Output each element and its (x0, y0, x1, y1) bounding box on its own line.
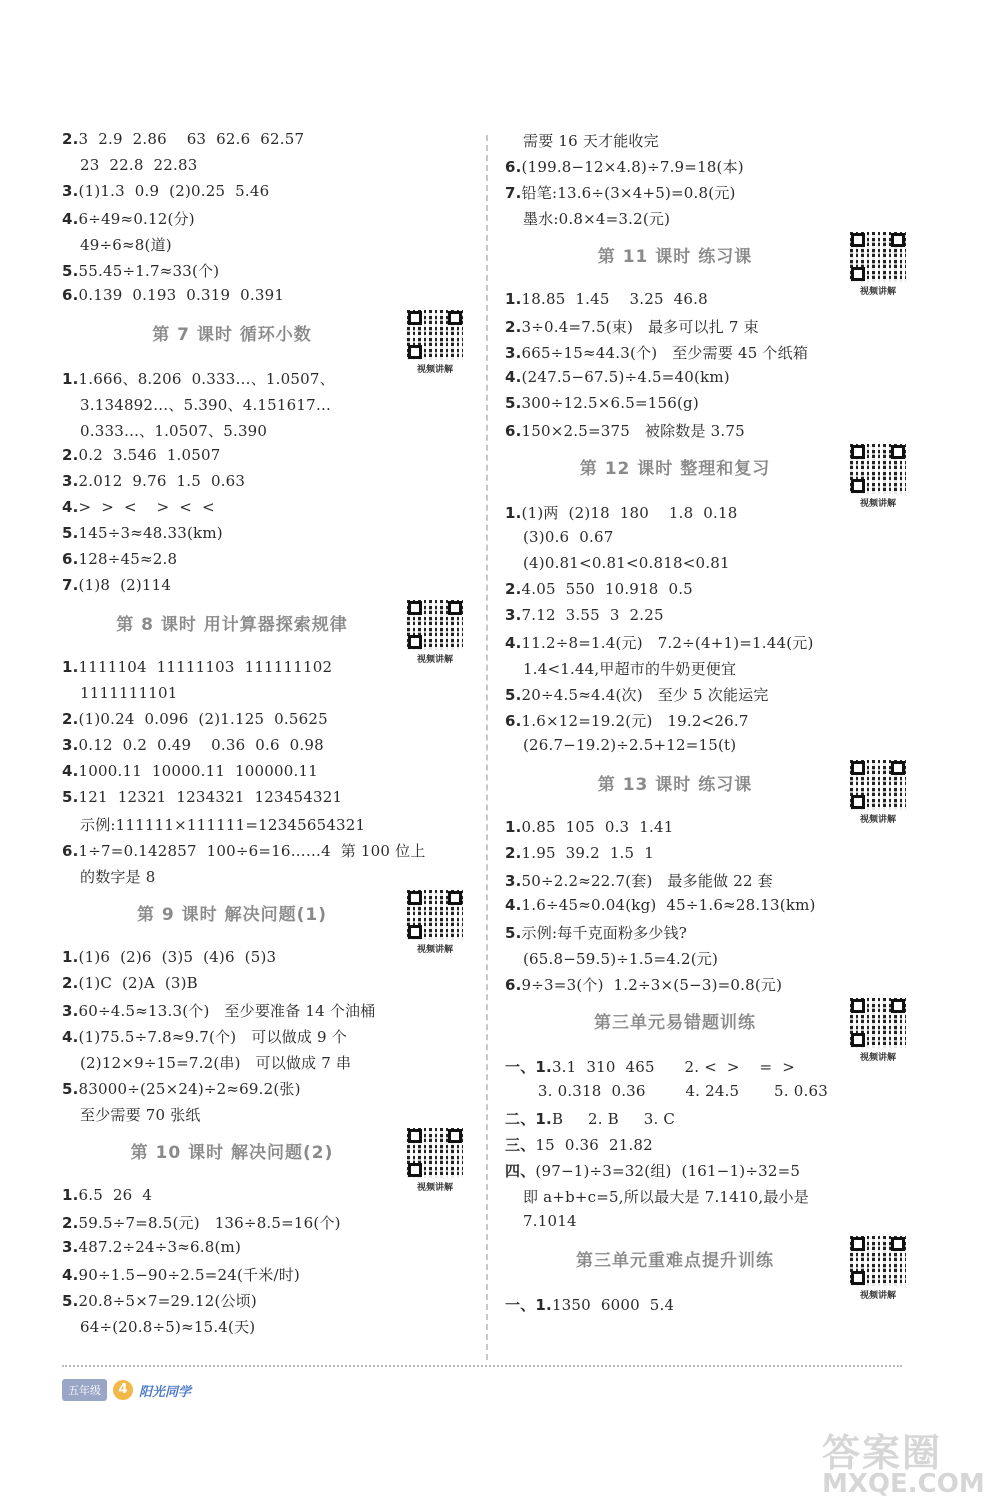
section-title: 第三单元重难点提升训练 (576, 1251, 774, 1271)
question-number: 4. (505, 896, 522, 914)
answer-line (62, 368, 335, 389)
answer-text: 128÷45≈2.8 (78, 550, 178, 568)
answer-line (505, 1160, 800, 1181)
answer-text: 墨水:0.8×4=3.2(元) (523, 210, 671, 228)
question-number: 6. (62, 550, 79, 568)
answer-line (505, 156, 744, 177)
question-number: 5. (62, 788, 79, 806)
answer-line (505, 922, 687, 943)
question-number: 1. (62, 370, 79, 388)
answer-line (62, 866, 156, 887)
answer-text: 300÷12.5×6.5=156(g) (521, 394, 699, 412)
answer-text: 23 22.8 22.83 (80, 156, 198, 174)
question-number: 2. (62, 974, 79, 992)
answer-line (505, 1056, 795, 1077)
answer-line (62, 1104, 201, 1125)
question-number: 4. (505, 634, 522, 652)
answer-text: 15 0.36 21.82 (535, 1136, 653, 1154)
answer-text: 1350 6000 5.4 (551, 1296, 675, 1314)
answer-text: 7.1014 (523, 1212, 577, 1230)
answer-text: 50÷2.2≈22.7(套) 最多能做 22 套 (521, 872, 773, 890)
answer-text: 1÷7=0.142857 100÷6=16……4 第 100 位上 (78, 842, 426, 860)
answer-line (505, 1134, 653, 1155)
answer-line (505, 684, 769, 705)
answer-line (62, 710, 328, 728)
answer-line (62, 156, 198, 174)
question-number: 5. (62, 262, 79, 280)
answer-text: 4.05 550 10.918 0.5 (521, 580, 693, 598)
answer-text: (3)0.6 0.67 (523, 528, 614, 546)
answer-line (62, 1186, 152, 1204)
answer-text: 3. 0.318 0.36 4. 24.5 5. 0.63 (523, 1082, 828, 1100)
question-number: 2. (62, 446, 79, 464)
qr-code-icon[interactable] (850, 1236, 906, 1301)
section-title: 第三单元易错题训练 (594, 1013, 756, 1033)
footer-rule (62, 1365, 902, 1367)
answer-text: 3 2.9 2.86 63 62.6 62.57 (78, 130, 305, 148)
qr-label: 视频讲解 (859, 1291, 896, 1301)
question-number: 一、1. (505, 1296, 552, 1314)
answer-line (62, 1264, 300, 1285)
answer-text: (26.7−19.2)÷2.5+12=15(t) (523, 736, 737, 754)
question-number: 6. (505, 976, 522, 994)
answer-text: (2)12×9÷15=7.2(串) 可以做成 7 串 (80, 1054, 352, 1072)
answer-text: 0.139 0.193 0.319 0.391 (78, 286, 285, 304)
answer-text: (1)6 (2)6 (3)5 (4)6 (5)3 (78, 948, 277, 966)
answer-text: 7.12 3.55 3 2.25 (521, 606, 664, 624)
answer-line (505, 502, 738, 523)
answer-line (505, 870, 773, 891)
answer-text: 3.1 310 465 2. < > = > (551, 1058, 796, 1076)
answer-text: 3÷0.4=7.5(束) 最多可以扎 7 束 (521, 318, 759, 336)
question-number: 1. (62, 948, 79, 966)
question-number: 5. (62, 1080, 79, 1098)
question-number: 2. (62, 710, 79, 728)
qr-code-icon[interactable] (407, 600, 463, 665)
answer-line (62, 576, 171, 594)
answer-line (505, 182, 736, 203)
answer-text: 83000÷(25×24)÷2≈69.2(张) (78, 1080, 301, 1098)
answer-line (62, 1078, 301, 1099)
answer-text: 的数字是 8 (80, 868, 156, 886)
question-number: 5. (505, 924, 522, 942)
question-number: 2. (505, 844, 522, 862)
answer-line (62, 1316, 255, 1337)
grade-badge: 五年级 (62, 1379, 107, 1401)
answer-line (62, 1026, 347, 1047)
section-title: 第 9 课时 解决问题(1) (137, 905, 327, 925)
answer-line (505, 1186, 809, 1207)
answer-text: 0.12 0.2 0.49 0.36 0.6 0.98 (78, 736, 324, 754)
answer-text: (199.8−12×4.8)÷7.9=18(本) (521, 158, 744, 176)
answer-text: (1)8 (2)114 (78, 576, 172, 594)
answer-text: > > < > < < (78, 498, 215, 516)
answer-text: (4)0.81<0.81<0.818<0.81 (523, 554, 730, 572)
answer-text: 2.012 9.76 1.5 0.63 (78, 472, 246, 490)
answer-line (62, 1238, 241, 1256)
question-number: 3. (62, 472, 79, 490)
question-number: 6. (62, 842, 79, 860)
question-number: 4. (62, 1028, 79, 1046)
answer-text: 49÷6≈8(道) (80, 236, 172, 254)
answer-line (505, 528, 613, 546)
answer-text: 60÷4.5≈13.3(个) 至少要准备 14 个油桶 (78, 1002, 376, 1020)
question-number: 1. (505, 290, 522, 308)
answer-text: 20.8÷5×7=29.12(公顷) (78, 1292, 257, 1310)
answer-line (505, 844, 654, 862)
answer-text: 59.5÷7=8.5(元) 136÷8.5=16(个) (78, 1214, 341, 1232)
question-number: 6. (505, 422, 522, 440)
answer-line (62, 550, 177, 568)
qr-label: 视频讲解 (416, 945, 453, 955)
qr-label: 视频讲解 (416, 1183, 453, 1193)
answer-line (62, 1052, 351, 1073)
answer-text: 90÷1.5−90÷2.5=24(千米/时) (78, 1266, 300, 1284)
answer-line (505, 368, 730, 386)
section-title: 第 11 课时 练习课 (597, 247, 753, 267)
question-number: 4. (62, 762, 79, 780)
answer-line (62, 658, 332, 676)
answer-line (505, 394, 699, 412)
question-number: 3. (505, 606, 522, 624)
answer-text: 487.2÷24÷3≈6.8(m) (78, 1238, 242, 1256)
answer-line (62, 814, 365, 835)
answer-text: 665÷15≈44.3(个) 至少需要 45 个纸箱 (521, 344, 809, 362)
answer-line (62, 182, 269, 200)
question-number: 4. (62, 210, 79, 228)
question-number: 3. (62, 736, 79, 754)
question-number: 6. (505, 712, 522, 730)
question-number: 1. (62, 1186, 79, 1204)
answer-line (62, 974, 198, 992)
answer-line (505, 658, 736, 679)
answer-text: (65.8−59.5)÷1.5=4.2(元) (523, 950, 719, 968)
answer-text: 需要 16 天才能收完 (523, 132, 659, 150)
question-number: 二、1. (505, 1110, 552, 1128)
question-number: 5. (505, 394, 522, 412)
question-number: 4. (62, 498, 79, 516)
answer-line (505, 208, 670, 229)
question-number: 3. (505, 872, 522, 890)
question-number: 2. (505, 318, 522, 336)
answer-text: 20÷4.5≈4.4(次) 至少 5 次能运完 (521, 686, 769, 704)
answer-text: 0.2 3.546 1.0507 (78, 446, 221, 464)
answer-text: 11.2÷8=1.4(元) 7.2÷(4+1)=1.44(元) (521, 634, 814, 652)
qr-code-icon[interactable] (407, 890, 463, 955)
answer-line (505, 1212, 577, 1230)
answer-line (62, 208, 195, 229)
question-number: 1. (505, 818, 522, 836)
answer-text: 18.85 1.45 3.25 46.8 (521, 290, 708, 308)
qr-label: 视频讲解 (859, 1053, 896, 1063)
answer-text: (97−1)÷3=32(组) (161−1)÷32=5 (535, 1162, 801, 1180)
question-number: 三、 (505, 1136, 536, 1154)
answer-text: 150×2.5=375 被除数是 3.75 (521, 422, 745, 440)
answer-text: 121 12321 1234321 123454321 (78, 788, 343, 806)
answer-line (505, 1108, 675, 1129)
question-number: 1. (505, 504, 522, 522)
question-number: 1. (62, 658, 79, 676)
qr-label: 视频讲解 (859, 499, 896, 509)
answer-line (505, 1082, 828, 1100)
column-divider (486, 135, 488, 1360)
answer-text: (1)0.24 0.096 (2)1.125 0.5625 (78, 710, 328, 728)
answer-text: 1111104 11111103 111111102 (78, 658, 333, 676)
answer-text: 9÷3=3(个) 1.2÷3×(5−3)=0.8(元) (521, 976, 783, 994)
qr-label: 视频讲解 (416, 365, 453, 375)
answer-line (505, 130, 659, 151)
watermark: 答案圈 MXQE.COM (822, 1431, 985, 1499)
answer-line (505, 632, 814, 653)
question-number: 一、1. (505, 1058, 552, 1076)
answer-line (62, 1000, 375, 1021)
answer-line (62, 524, 223, 542)
answer-line (62, 788, 342, 806)
answer-line (505, 290, 708, 308)
answer-line (505, 818, 673, 836)
answer-text: 1000.11 10000.11 100000.11 (78, 762, 318, 780)
answer-text: 55.45÷1.7≈33(个) (78, 262, 220, 280)
footer (62, 1376, 191, 1404)
answer-text: B 2. B 3. C (551, 1110, 676, 1128)
answer-line (505, 342, 808, 363)
answer-line (505, 606, 664, 624)
answer-text: 0.333…、1.0507、5.390 (80, 422, 268, 440)
answer-line (62, 446, 221, 464)
qr-label: 视频讲解 (859, 287, 896, 297)
answer-line (505, 710, 749, 731)
answer-text: (1)C (2)A (3)B (78, 974, 198, 992)
answer-text: 铅笔:13.6÷(3×4+5)=0.8(元) (521, 184, 736, 202)
question-number: 3. (62, 1002, 79, 1020)
answer-line (505, 316, 759, 337)
answer-line (62, 1290, 257, 1311)
question-number: 7. (62, 576, 79, 594)
answer-line (505, 554, 730, 572)
qr-code-icon[interactable] (850, 444, 906, 509)
answer-text: 64÷(20.8÷5)≈15.4(天) (80, 1318, 256, 1336)
answer-text: 示例:每千克面粉多少钱? (521, 924, 688, 942)
answer-text: 1.6×12=19.2(元) 19.2<26.7 (521, 712, 749, 730)
answer-line (505, 974, 782, 995)
answer-line (62, 840, 426, 861)
answer-line (62, 684, 177, 702)
qr-label: 视频讲解 (416, 655, 453, 665)
answer-text: 1.6÷45≈0.04(kg) 45÷1.6≈28.13(km) (521, 896, 816, 914)
answer-line (62, 948, 276, 966)
question-number: 3. (62, 182, 79, 200)
answer-text: 示例:111111×111111=12345654321 (80, 816, 366, 834)
question-number: 3. (62, 1238, 79, 1256)
answer-line (62, 130, 304, 148)
question-number: 3. (505, 344, 522, 362)
qr-code-icon[interactable] (407, 310, 463, 375)
section-title: 第 8 课时 用计算器探索规律 (116, 615, 348, 635)
answer-line (62, 420, 267, 441)
question-number: 5. (62, 1292, 79, 1310)
answer-text: (1)75.5÷7.8≈9.7(个) 可以做成 9 个 (78, 1028, 347, 1046)
brand-logo: 阳光同学 (139, 1384, 192, 1400)
answer-line (62, 472, 245, 490)
question-number: 4. (505, 368, 522, 386)
answer-text: 1.4<1.44,甲超市的牛奶更便宜 (523, 660, 737, 678)
answer-line (62, 498, 215, 516)
answer-text: 6.5 26 4 (78, 1186, 153, 1204)
question-number: 7. (505, 184, 522, 202)
qr-code-icon[interactable] (850, 232, 906, 297)
answer-text: 6÷49≈0.12(分) (78, 210, 195, 228)
question-number: 四、 (505, 1162, 536, 1180)
answer-text: (247.5−67.5)÷4.5=40(km) (521, 368, 730, 386)
answer-text: 至少需要 70 张纸 (80, 1106, 201, 1124)
answer-text: 1.95 39.2 1.5 1 (521, 844, 654, 862)
answer-line (62, 394, 331, 415)
answer-line (505, 1294, 674, 1315)
question-number: 2. (62, 130, 79, 148)
question-number: 6. (62, 286, 79, 304)
answer-text: (1)1.3 0.9 (2)0.25 5.46 (78, 182, 270, 200)
answer-line (505, 896, 816, 914)
section-title: 第 7 课时 循环小数 (152, 325, 312, 345)
answer-line (62, 260, 219, 281)
question-number: 5. (62, 524, 79, 542)
section-title: 第 12 课时 整理和复习 (579, 459, 771, 479)
question-number: 6. (505, 158, 522, 176)
answer-text: 1111111101 (80, 684, 178, 702)
section-title: 第 13 课时 练习课 (597, 775, 753, 795)
answer-line (62, 762, 318, 780)
answer-line (62, 234, 172, 255)
question-number: 4. (62, 1266, 79, 1284)
answer-text: 即 a+b+c=5,所以最大是 7.1410,最小是 (523, 1188, 809, 1206)
answer-line (505, 580, 693, 598)
answer-line (62, 1212, 341, 1233)
question-number: 5. (505, 686, 522, 704)
section-title: 第 10 课时 解决问题(2) (130, 1143, 334, 1163)
answer-text: 1.666、8.206 0.333…、1.0507、 (78, 370, 335, 388)
qr-code-icon[interactable] (850, 998, 906, 1063)
answer-line (505, 736, 736, 754)
page-number: 4 (113, 1380, 133, 1400)
qr-label: 视频讲解 (859, 815, 896, 825)
qr-code-icon[interactable] (850, 760, 906, 825)
answer-text: 145÷3≈48.33(km) (78, 524, 223, 542)
question-number: 2. (505, 580, 522, 598)
question-number: 2. (62, 1214, 79, 1232)
answer-line (62, 736, 324, 754)
answer-text: 3.134892…、5.390、4.151617… (80, 396, 332, 414)
qr-code-icon[interactable] (407, 1128, 463, 1193)
answer-line (505, 948, 718, 969)
answer-line (505, 420, 745, 441)
answer-text: 0.85 105 0.3 1.41 (521, 818, 674, 836)
answer-line (62, 286, 284, 304)
answer-text: (1)两 (2)18 180 1.8 0.18 (521, 504, 738, 522)
